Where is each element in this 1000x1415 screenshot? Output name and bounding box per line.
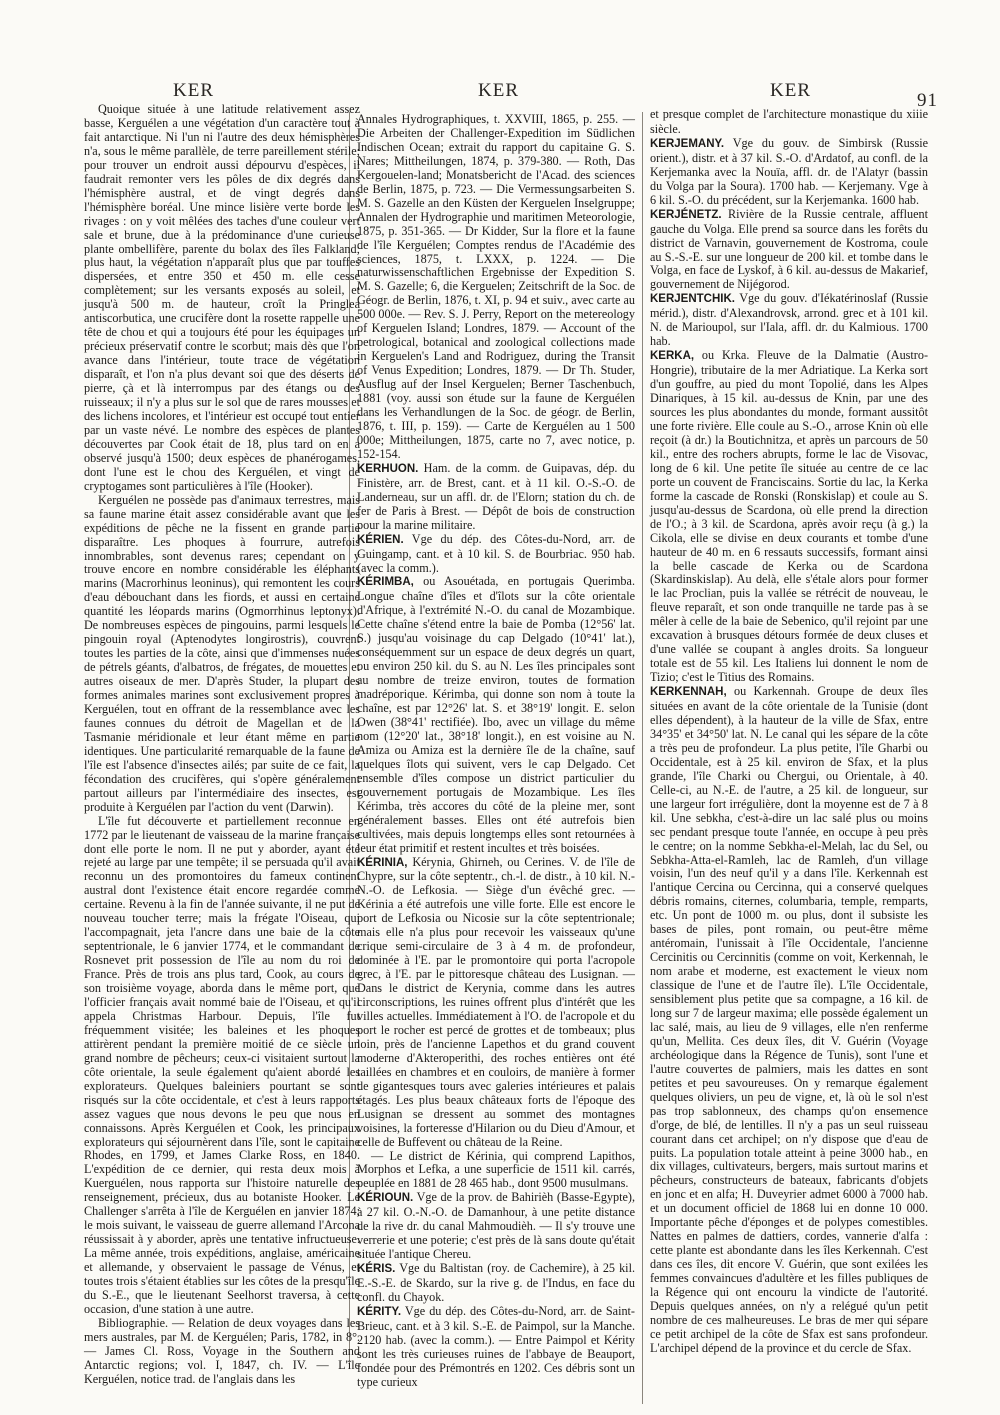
paragraph: L'île fut découverte et partiellement reconnue en 1772 par le lieutenant de vaisseau de la marine française dont elle porte le nom. Il ne put y aborder, ayant été rejeté au large par une tempête; il se persuada qu'il avait reconnu un des promontoires du fameux continent austral dont l'existence était encore regardée comme certaine. Revenu à la fin de l'année suivante, il ne put de nouveau toucher terre; mais la frégate l'Oiseau, qui l'accompagnait, jeta l'ancre dans une baie de la côte septentrionale, le 6 janvier 1774, et le commandant de Rosnevet prit possession de l'île au nom du roi de France. Près de trois ans plus tard, Cook, au cours de son troisième voyage, aborda dans le même port, que l'officier français avait nommé baie de l'Oiseau, et qu'il appela Christmas Harbour. Depuis, l'île fut fréquemment visitée; les baleines et les phoques attirèrent pendant la première moitié de ce siècle un grand nombre de pêcheurs; ceux-ci visitaient surtout la côte orientale, la seule également qu'aient abordé les explorateurs. Quelques baleiniers pourtant se sont risqués sur la côte occidentale, et c'est à leurs rapports assez vagues que nous devons le peu que nous en connaissons. Après Kerguélen et Cook, les principaux explorateurs qui séjournèrent dans l'île, sont le capitaine Rhodes, en 1799, et James Clarke Ross, en 1840. L'expédition de ce dernier, qui resta deux mois à Kuerguélen, nous rapporta sur l'histoire naturelle des renseignement, précieux, dus au botaniste Hooker. Le Challenger s'arrêta à l'île de Kerguélen en janvier 1874; le mois suivant, le vaisseau de guerre allemand l'Arcona réussissait à y aborder, après une tentative infructueuse. La même année, trois expéditions, anglaise, américaine et allemande, y observaient le passage de Vénus, et toutes trois s'étaient établies sur les côtes de la presqu'île du S.-E., que le lieutenant Seelhorst traversa, à cette occasion, d'une station à une autre.	[84, 813, 360, 1316]
dictionary-entry	[650, 108, 928, 137]
entry-headword: KÉRIS.	[357, 1263, 396, 1276]
entry-headword: KERJENTCHIK.	[650, 293, 735, 306]
dictionary-entry	[650, 685, 928, 1356]
entry-text: ou Karkennah. Groupe de deux îles situées en avant de la côte orientale de la Tunisie (dont elles dépendent), à la hauteur de la ville de Sfax, entre 34°35' et 34°50' lat. N. Le canal qui les sépare de la côte a très peu de profondeur. La plus petite, l'île Gharbi ou Occidentale, est à 25 kil. environ de Sfax, et la plus grande, l'île Charki ou Chergui, ou Orientale, à 40. Celle-ci, au N.-E. de l'autre, a 25 kil. de longueur, sur une largeur fort irrégulière, dont la moyenne est de 7 à 8 kil. Une sebkha, c'est-à-dire un lac salé plus ou moins sec pendant presque toute l'année, en occupe à peu près le centre; on la nomme Sebkha-el-Melah, lac du Sel, ou Sebkha-Atta-el-Ramleh, lac de Ramleh, d'un village voisin, l'un des neuf qu'il y a dans l'île. Kerkennah est l'antique Cercina ou Cercinna, qui a conservé quelques débris romains, citernes, columbaria, temple, remparts, etc. Un pont de 1000 m. ou plus, dont il subsiste les bases de piles, pont romain, ou peut-être même antéromain, l'unissait à l'île Occidentale, l'ancienne Cercinitis ou Cercinnitis (comme on voit, Kerkennah, le nom arabe et moderne, est exactement le vieux nom classique de l'une et de l'autre île). L'île Occidentale, sensiblement plus petite que sa compagne, a 16 kil. de long sur 7 de largeur maxima; elle possède également un lac salé, mais, au lieu de 9 villages, elle n'en renferme qu'un, Mellita. Ces deux îles, dit V. Guérin (Voyage archéologique dans la Régence de Tunis), sont l'une et l'autre couvertes de palmiers, mais les dattes en sont petites et peu savoureuses. On y remarque également quelques oliviers, un peu de vigne, et, là où le sol n'est pas trop sablonneux, des champs qu'on ensemence d'orge, de blé, de lentilles. Il n'y a pas un seul ruisseau courant dans cet archipel; on n'y dispose que d'eau de puits. La population totale atteint à peine 3000 hab., en dix villages, cultivateurs, bergers, mais surtout marins et pêcheurs, constructeurs de bateaux, fabricants d'objets en jonc et en alfa; H. Duveyrier admet 6000 à 7000 hab. et un document officiel de 1868 lui en donne 10 000. Importante pêche d'éponges et de polypes comestibles. Nattes en palmes de dattiers, cordes, vannerie d'alfa : cette plante est abondante dans les îles Kerkennah. C'est dans ces îles, dit encore V. Guérin, que sont exilées les femmes convaincues d'adultère et les filles publiques de la Régence qui ont encouru la vindicte de l'autorité. Depuis quelques années, on n'y a relégué qu'un petit nombre de ces malheureuses. Le bras de mer qui sépare ce petit archipel de la côte de Sfax est sans profondeur. L'archipel dépend de la province et du cercle de Sfax.	[650, 684, 928, 1355]
dictionary-entry	[357, 1262, 635, 1305]
entry-headword: KÉRINIA,	[357, 856, 408, 869]
entry-text: — Le district de Kérinia, qui comprend Lapithos, Morphos et Lefka, a une superficie de 1511 kil. carrés, peuplée en 1881 de 28 465 hab., dont 9500 musulmans.	[357, 1148, 635, 1191]
dictionary-entry	[357, 533, 635, 576]
entry-headword: KERJÉNETZ.	[650, 208, 722, 221]
paragraph: Kerguélen ne possède pas d'animaux terrestres, mais sa faune marine était assez considérable avant que les expéditions de pêche ne la fissent en grande partie disparaître. Les phoques à fourrure, autrefois innombrables, sont devenus rares; cependant on y trouve encore en nombre considérable les éléphants marins (Macrorhinus leoninus), qui remontent les cours d'eau débouchant dans les fiords, et aussi en certaine quantité les léopards marins (Ogmorrhinus leptonyx). De nombreuses espèces de pingouins, parmi lesquels le pingouin royal (Aptenodytes longirostris), couvrent toutes les parties de la côte, ainsi que d'immenses nuées de pétrels géants, d'albatros, de frégates, de mouettes et autres oiseaux de mer. D'après Studer, la plupart des formes animales marines sont exclusivement propres à Kerguélen, tout en offrant de la ressemblance avec les faunes connues du détroit de Magellan et de la Tasmanie méridionale et leur étant même en partie identiques. Une particularité remarquable de la faune de l'île est l'absence d'insectes ailés; par suite de ce fait, la fécondation des crucifères, qui s'opère généralement partout ailleurs par l'intermédiaire des insectes, est produite à Kerguélen par l'action du vent (Darwin).	[84, 492, 360, 814]
entry-text: Vge du dép. des Côtes-du-Nord, arr. de Saint-Brieuc, cant. et à 3 kil. S.-E. de Paimpol, sur la Manche. 2120 hab. (avec la comm.). — Entre Paimpol et Kérity sont les très curieuses ruines de l'abbaye de Beauport, fondée pour des Prémontrés en 1202. Ces débris sont un type curieux	[357, 1304, 635, 1389]
entry-headword: KÉRIOUN.	[357, 1192, 414, 1205]
entry-headword: KERHUON.	[357, 462, 419, 475]
entry-headword: KERKENNAH,	[650, 686, 727, 699]
entry-text: Vge de la prov. de Bahirièh (Basse-Egypte), à 27 kil. O.-N.-O. de Damanhour, à une petite distance de la rive dr. du canal Mahmoudièh. — Il s'y trouve une verrerie et une poterie; c'est près de là sans doute qu'était située l'antique Chereu.	[357, 1190, 635, 1262]
entry-text: Vge du gouv. de Simbirsk (Russie orient.), distr. et à 37 kil. S.-O. d'Ardatof, au confl. de la Kerjemanka avec la Nouïa, affl. dr. de l'Alatyr (bassin du Volga par la Soura). 1700 hab. — Kerjemany. Vge à 6 kil. S.-O. du précédent, sur la Kerjemanka. 1600 hab.	[650, 135, 928, 207]
dictionary-entry	[357, 462, 635, 533]
page-number: 91	[917, 90, 938, 111]
entry-text: et presque complet de l'architecture monastique du xiiie siècle.	[650, 107, 928, 136]
dictionary-entry	[650, 292, 928, 349]
paragraph: Quoique située à une latitude relativement assez basse, Kerguélen a une végétation d'un caractère tout à fait antarctique. Ni l'un ni l'autre des deux hémisphères n'a, sous le même parallèle, de terre pareillement stérile; pour trouver un endroit aussi dépourvu d'espèces, il faudrait remonter vers les pôles de dix degrés dans l'hémisphère austral, et de vingt degrés dans l'hémisphère boréal. Une mince lisière verte borde les rivages : on y voit mêlées des taches d'une couleur vert sale et brune, due à la prédominance d'une curieuse plante ombellifère, parente du bolax des îles Falkland; plus haut, la végétation n'apparaît plus que par touffes dispersées, et entre 350 et 450 m. elle cesse complètement; sur les versants exposés au soleil, et jusqu'à 500 m. de hauteur, croît la Pringlea antiscorbutica, une crucifère dont la rosette rappelle une tête de chou et qui a toujours été pour les équipages un précieux préservatif contre le scorbut; mais dès que l'on avance dans l'intérieur, toute trace de végétation disparaît, et l'on n'a plus devant soi que des déserts de pierre, çà et là interrompus par des étangs ou des ruisseaux; il n'y a plus sur le sol que de rares mousses et des lichens incolores, et l'intérieur est occupé tout entier par un vaste névé. Le nombre des espèces de plantes découvertes par Cook était de 18, plus tard on en a observé jusqu'à 1500; deux espèces de phanérogames, dont l'une est le chou des Kerguélen, et vingt de cryptogames sont particulières à l'île (Hooker).	[84, 102, 360, 493]
entry-headword: KERKA,	[650, 350, 695, 363]
dictionary-entry	[650, 349, 928, 685]
dictionary-entry	[357, 1305, 635, 1390]
entry-headword: KÉRIEN.	[357, 533, 404, 546]
bibliography-paragraph: Bibliographie. — Relation de deux voyages dans les mers australes, par M. de Kerguélen; Paris, 1782, in 8°. — James Cl. Ross, Voyage in the Southern and Antarctic regions; vol. I, 1847, ch. IV. — L'île Kerguélen, notice trad. de l'anglais dans les	[84, 1315, 360, 1386]
entry-text: Vge du Baltistan (roy. de Cachemire), à 25 kil. E.-S.-E. de Skardo, sur la rive g. de l'Indus, en face du confl. du Chayok.	[357, 1261, 635, 1305]
dictionary-entry	[357, 575, 635, 855]
dictionary-entry	[650, 208, 928, 293]
text-column-1	[84, 102, 360, 1386]
entry-text: ou Asouétada, en portugais Querimba. Longue chaîne d'îles et d'îlots sur la côte orientale d'Afrique, à l'extrémité N.-O. du canal de Mozambique. Cette chaîne s'étend entre la baie de Pomba (12°56' lat. S.) jusqu'au voisinage du cap Delgado (10°41' lat.), conséquemment sur un espace de deux degrés un quart, ou environ 250 kil. du S. au N. Les îles principales sont au nombre de treize environ, toutes de formation madréporique. Kérimba, qui donne son nom à toute la chaîne, est par 12°26' lat. S. et 38°19' longit. E. selon Owen (38°41' rectifiée). Ibo, avec un village du même nom (12°20' lat., 38°18' longit.), en est voisine au N. Amiza ou Amiza est la dernière île de la chaîne, sauf quelques îlots qui suivent, vers le cap Delgado. Cet ensemble d'îles compose un district particulier du gouvernement portugais de Mozambique. Les îles Kérimba, très accores du côté de la pleine mer, sont généralement basses. Elles ont été autrefois bien cultivées, mais depuis longtemps elles sont retournées à leur état primitif et restent incultes et très boisées.	[357, 574, 635, 855]
column-divider	[642, 112, 643, 1404]
dictionary-entry	[357, 856, 635, 1150]
entry-text: Rivière de la Russie centrale, affluent gauche du Volga. Elle prend sa source dans les forêts du district de Varnavin, gouvernement de Kostroma, coule au S.-S.-E. sur une longueur de 200 kil. et tombe dans le Volga, en face de Lyskof, à 6 kil. au-dessus de Makarief, gouvernement de Nijégorod.	[650, 206, 928, 292]
entry-text: Vge du gouv. d'Iékatérinoslaf (Russie mérid.), distr. d'Alexandrovsk, arrond. grec et à 101 kil. N. de Marioupol, sur l'Iala, affl. dr. du Kalmious. 1700 hab.	[650, 291, 928, 349]
running-head-center: KER	[478, 80, 519, 101]
bibliography-continuation: Annales Hydrographiques, t. XXVIII, 1865, p. 255. — Die Arbeiten der Challenger-Expedition im Südlichen Indischen Ocean; extrait du rapport du capitaine G. S. Nares; Mittheilungen, 1874, p. 379-380. — Roth, Das Kergouelen-land; Monatsbericht de l'Acad. des sciences de Berlin, 1875, p. 723. — Die Vermessungsarbeiten S. M. S. Gazelle an den Küsten der Kerguelen Inselgruppe; Annalen der Hydrographie und maritimen Meteorologie, 1875, p. 351-365. — Dr Kidder, Sur la flore et la faune de l'île Kerguélen; Comptes rendus de l'Académie des sciences, 1875, t. LXXX, p. 1224. — Die naturwissenschaftlichen Ergebnisse der Expedition S. M. S. Gazelle; 6, die Kerguelen; Zeitschrift de la Soc. de Géogr. de Berlin, 1876, t. XI, p. 94 et suiv., avec carte au 500 000e. — Rev. S. J. Perry, Report on the metereology of Kerguelen Island; Londres, 1879. — Account of the petrological, botanical and zoological collections made in Kerguelen's Land and Rodriguez, during the Transit of Venus Expedition; Londres, 1879. — Dr Th. Studer, Ausflug auf der Insel Kerguelen; Berner Taschenbuch, 1881 (voy. aussi son étude sur la faune de Kerguélen dans les Verhandlungen de la Soc. de géogr. de Berlin, 1876, t. III, p. 159). — Carte de Kerguélen au 1 500 000e; Mittheilungen, 1875, carte no 7, avec notice, p. 152-154.	[357, 112, 635, 461]
text-column-3	[650, 108, 928, 1404]
entry-text: Ham. de la comm. de Guipavas, dép. du Finistère, arr. de Brest, cant. et à 11 kil. O.-S.-O. de Landerneau, sur un affl. dr. de l'Elorn; station du ch. de fer de Paris à Brest. — Dépôt de bois de construction pour la marine militaire.	[357, 460, 635, 532]
entry-headword: KÉRITY.	[357, 1306, 402, 1319]
entry-text: Kérynia, Ghirneh, ou Cerines. V. de l'île de Chypre, sur la côte septentr., ch.-l. de distr., à 10 kil. N.-N.-O. de Lefkosia. — Siège d'un évêché grec. — Kérinia a été autrefois une ville forte. Elle est encore le port de Lefkosia ou Nicosie sur la côte septentrionale; mais elle n'a plus pour recevoir les vaisseaux qu'une crique semi-circulaire de 3 à 4 m. de profondeur, dominée à l'E. par le promontoire qui porta l'acropole grec, à l'E. par le pittoresque château des Lusignan. — Dans le district de Kerynia, comme dans les autres circonscriptions, les ruines offrent plus d'intérêt que les villes actuelles. Immédiatement à l'O. de l'acropole et du port le rocher est percé de grottes et de tombeaux; plus loin, près de l'ancienne Lapethos et du grand couvent moderne d'Akteroperithi, des roches entières ont été taillées en chambres et en couloirs, de manière à former de gigantesques tours avec galeries intérieures et palais étagés. Les plus beaux châteaux forts de l'époque des Lusignan se dressent au sommet des montagnes voisines, la forteresse d'Hilarion ou du Dieu d'Amour, et celle de Buffevent ou château de la Reine.	[357, 854, 635, 1149]
entry-headword: KERJEMANY.	[650, 137, 725, 150]
dictionary-entry	[357, 1191, 635, 1262]
dictionary-entry	[650, 137, 928, 208]
running-head-left: KER	[173, 80, 214, 101]
entry-text: ou Krka. Fleuve de la Dalmatie (Austro-Hongrie), tributaire de la mer Adriatique. La Kerka sort d'un gouffre, au pied du mont Topolié, dans les Alpes Dinariques, à 15 kil. au-dessus de Knin, par une des sources les plus abondantes du monde, formant aussitôt une forte rivière. Elle coule au S.-O., arrose Knin où elle reçoit (à dr.) la Boutichnitza, et après un parcours de 50 kil., entre des rochers abrupts, forme le lac de Visovac, long de 6 kil. Une petite île située au centre de ce lac porte un couvent de Franciscains. Sortie du lac, la Kerka forme la cascade de Ronski (Ronskislap) et coule au S. jusqu'au-dessus de Scardona, où elle prend la direction de l'O.; à 3 kil. de Scardona, après avoir reçu (à g.) la Cikola, elle se divise en deux courants et tombe d'une hauteur de 40 m. en 6 ressauts successifs, formant ainsi la belle cascade de Kerka ou de Scardona (Skardinskislap). Au delà, elle s'étale alors pour former le lac Proclian, puis la vallée se rétrécit de nouveau, le fleuve reparaît, et son onde tranquille ne tarde pas à se mêler à celle de la baie de Sebenico, qu'il rejoint par une excavation à brusques détours formée de deux cluses et d'une vallée se coupant à angles droits. Sa longueur totale est de 55 kil. Les Italiens lui donnent le nom de Tizio; c'est le Titius des Romains.	[650, 348, 928, 685]
text-column-2	[357, 112, 635, 1389]
entry-text: Vge du dép. des Côtes-du-Nord, arr. de Guingamp, cant. et à 10 kil. S. de Bourbriac. 950 hab. (avec la comm.).	[357, 531, 635, 575]
dictionary-entry	[357, 1150, 635, 1192]
entry-headword: KÉRIMBA,	[357, 576, 414, 589]
running-head-right: KER	[770, 80, 811, 101]
